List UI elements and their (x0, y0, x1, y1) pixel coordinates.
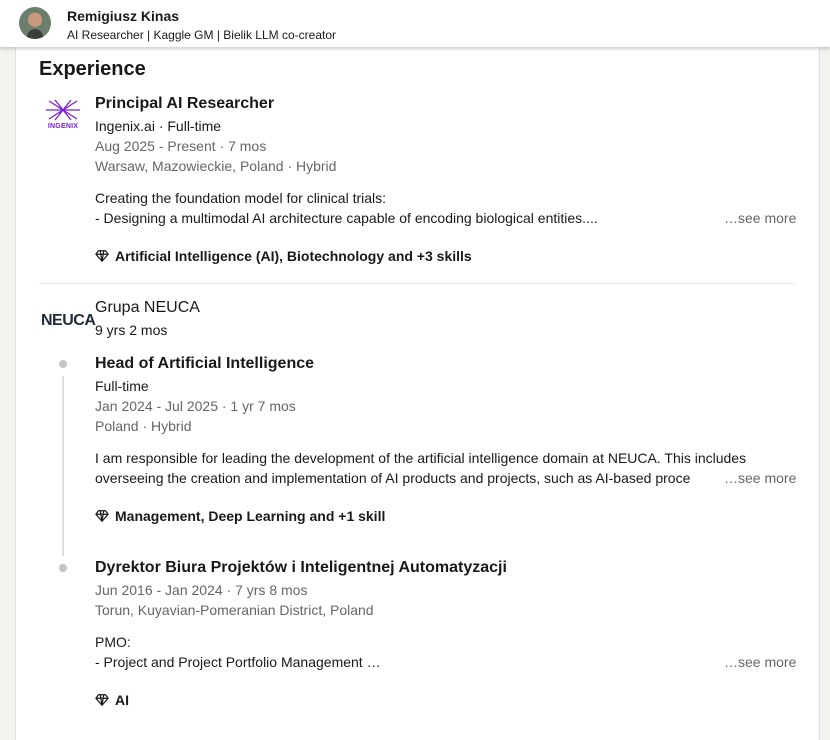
role-title[interactable]: Principal AI Researcher (95, 95, 275, 112)
description-line: - Project and Project Portfolio Management … (95, 654, 381, 670)
skills-link[interactable] (95, 508, 385, 524)
see-more-button[interactable]: …see more (724, 654, 797, 670)
role-title[interactable]: Head of Artificial Intelligence (95, 355, 315, 372)
skills-text: Artificial Intelligence (AI), Biotechnology and +3 skills (115, 248, 472, 264)
company-name[interactable]: Grupa NEUCA (95, 299, 200, 316)
timeline-dot (59, 564, 67, 572)
divider (39, 283, 795, 284)
see-more-button[interactable]: …see more (724, 210, 797, 226)
date-range: Jan 2024 - Jul 2025 · 1 yr 7 mos (95, 398, 296, 414)
diamond-skill-icon (95, 249, 109, 263)
profile-name[interactable]: Remigiusz Kinas (67, 8, 180, 24)
role-title[interactable]: Dyrektor Biura Projektów i Inteligentnej Automatyzacji (95, 559, 507, 576)
ingenix-mark-icon (45, 99, 81, 121)
description-line: PMO: (95, 634, 131, 650)
description-line: - Designing a multimodal AI architecture capable of encoding biological entities.... (95, 210, 598, 226)
skills-link[interactable] (95, 692, 129, 708)
company-line: Ingenix.ai · Full-time (95, 118, 222, 134)
description-line: Creating the foundation model for clinical trials: (95, 190, 387, 206)
diamond-skill-icon (95, 693, 109, 707)
description-line: I am responsible for leading the development of the artificial intelligence domain at NEUCA. This includes (95, 450, 747, 466)
description-line: overseeing the creation and implementation of AI products and projects, such as AI-based proce (95, 470, 691, 486)
see-more-button[interactable]: …see more (724, 470, 797, 486)
skills-text: Management, Deep Learning and +1 skill (115, 508, 386, 524)
skills-link[interactable] (95, 248, 472, 264)
skills-text: AI (115, 692, 129, 708)
location: Torun, Kuyavian-Pomeranian District, Poland (95, 602, 374, 618)
company-logo-neuca[interactable]: NEUCA (41, 312, 96, 329)
avatar[interactable] (19, 7, 51, 39)
timeline-line (62, 376, 64, 556)
employment-type: Full-time (95, 378, 149, 394)
location: Warsaw, Mazowieckie, Poland · Hybrid (95, 158, 337, 174)
company-logo-ingenix[interactable] (45, 99, 81, 133)
date-range: Aug 2025 - Present · 7 mos (95, 138, 267, 154)
date-range: Jun 2016 - Jan 2024 · 7 yrs 8 mos (95, 582, 308, 598)
diamond-skill-icon (95, 509, 109, 523)
ingenix-logo-text: INGENIX (47, 123, 79, 130)
timeline-dot (59, 360, 67, 368)
profile-headline: AI Researcher | Kaggle GM | Bielik LLM co-creator (67, 28, 337, 42)
company-duration: 9 yrs 2 mos (95, 322, 168, 338)
location: Poland · Hybrid (95, 418, 192, 434)
section-title: Experience (39, 58, 146, 80)
profile-sticky-header (0, 0, 830, 47)
